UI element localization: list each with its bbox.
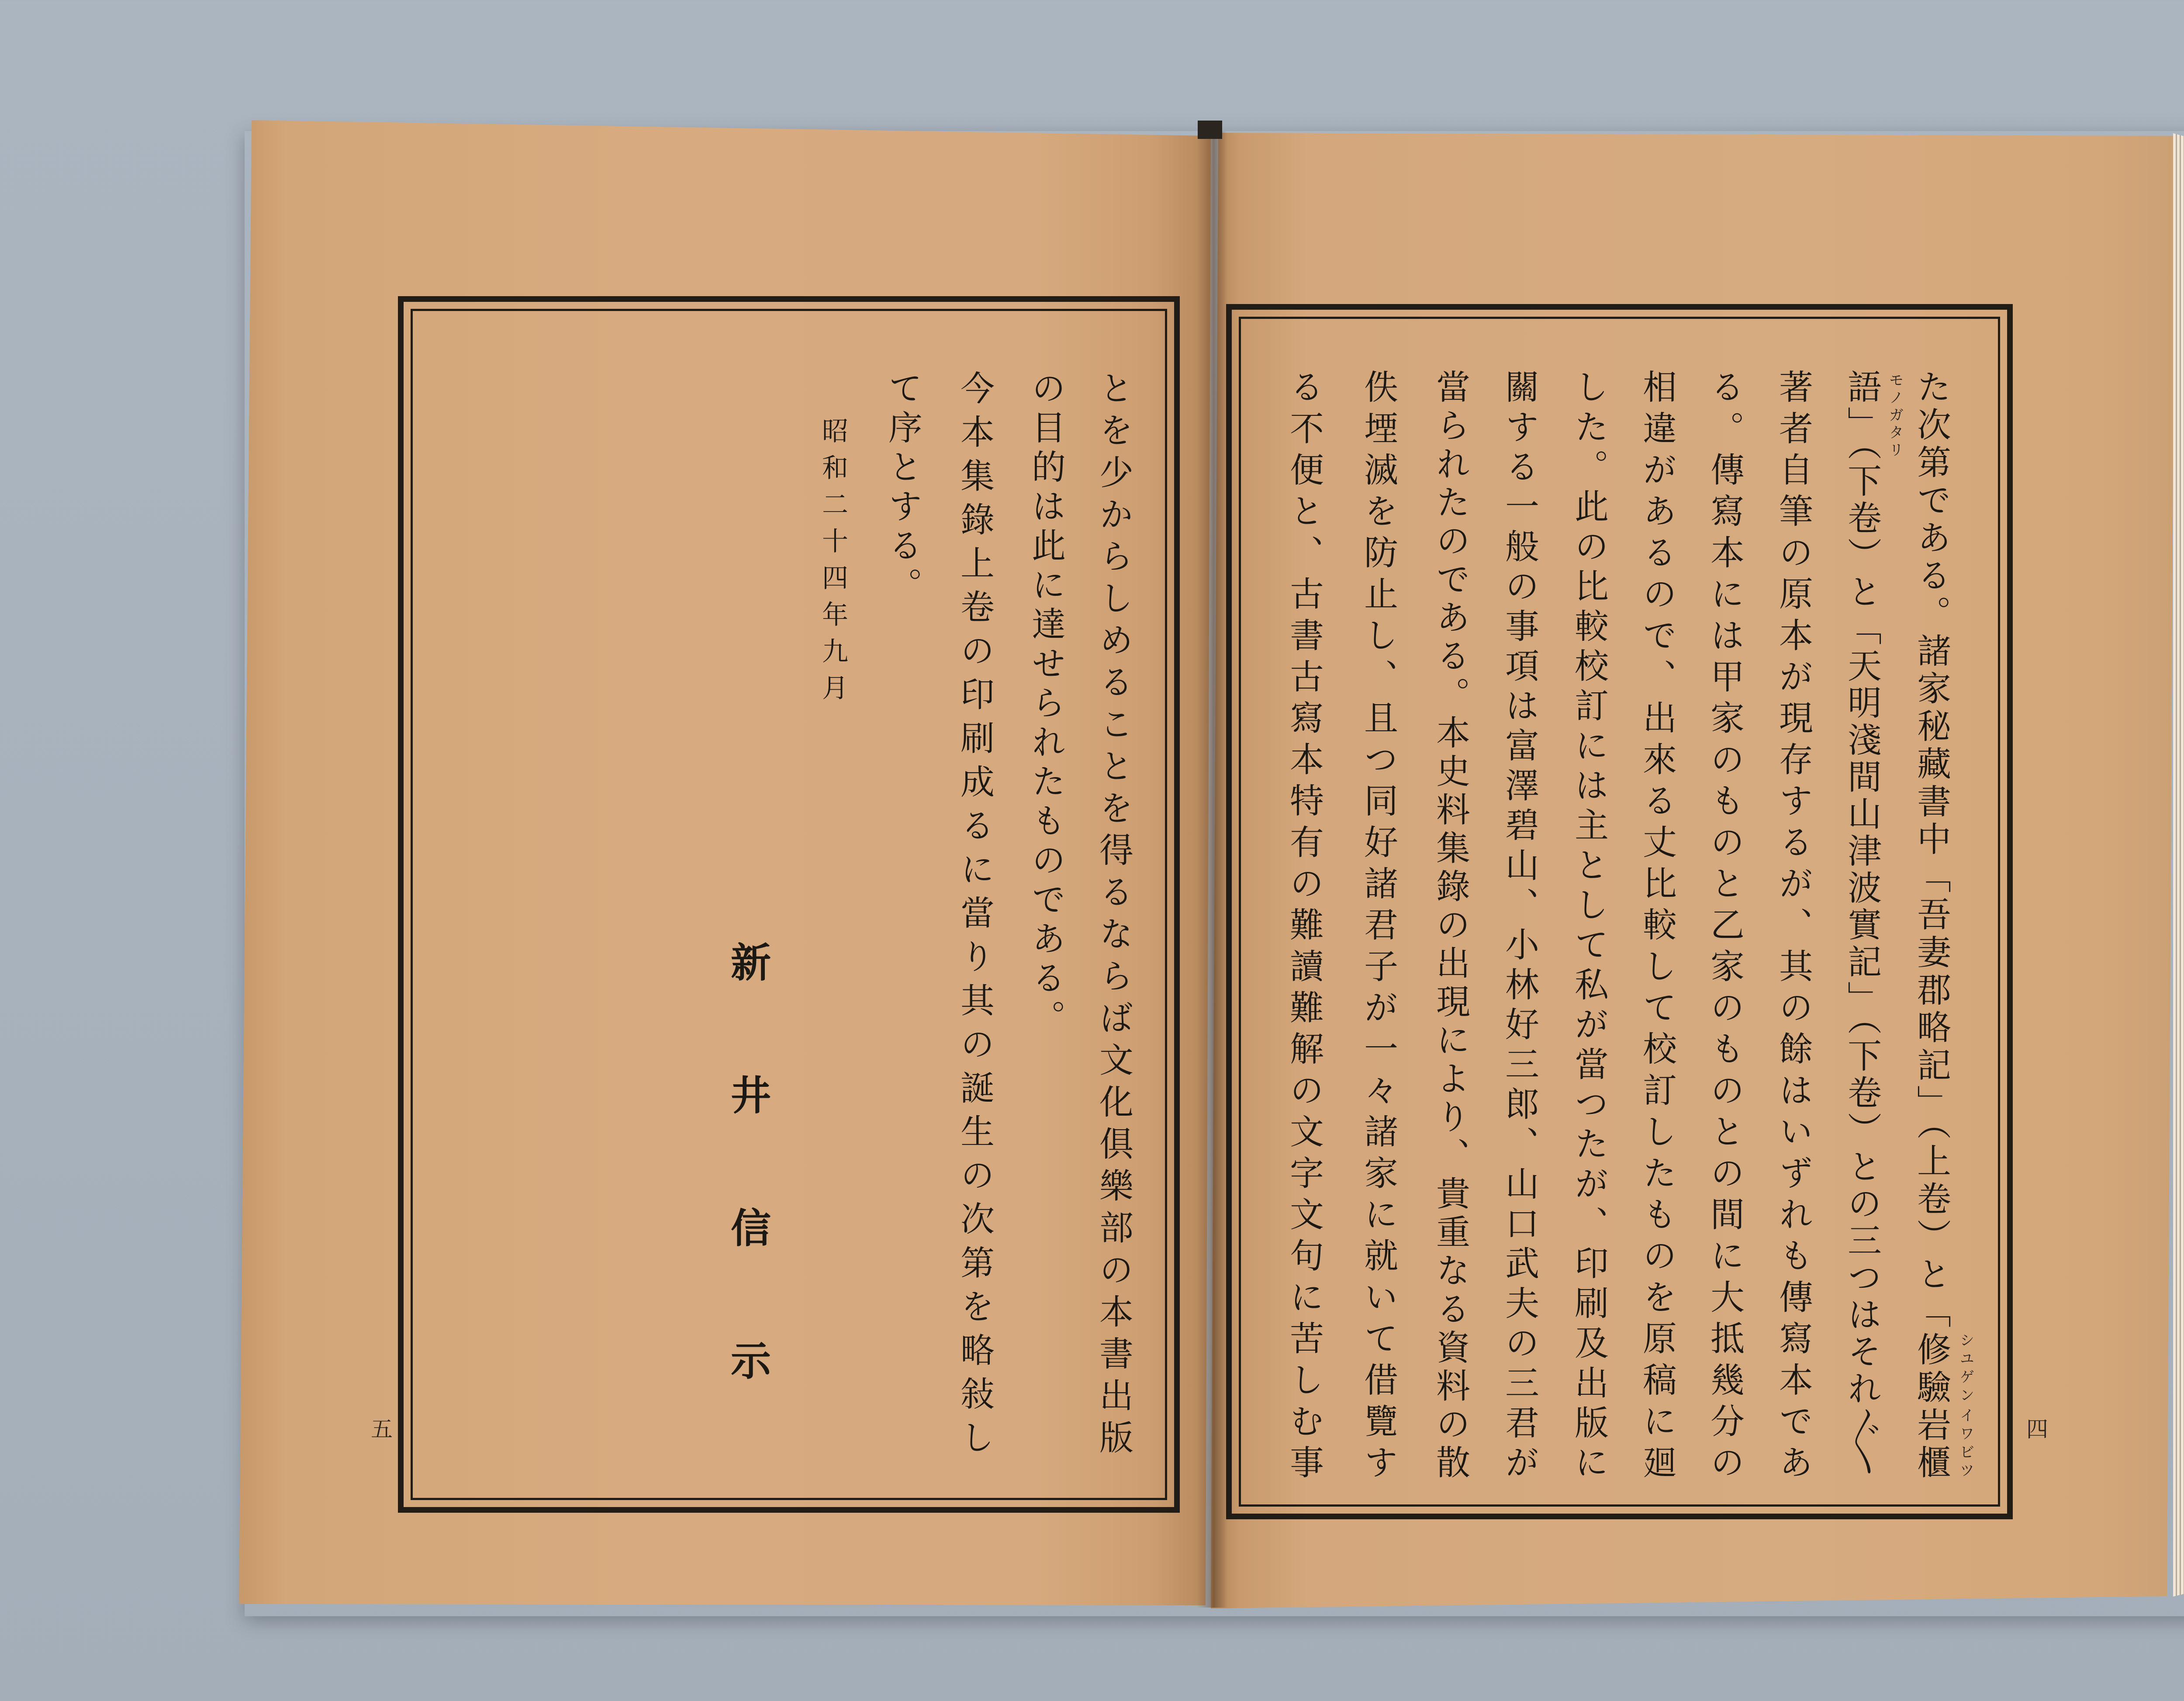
author-signature: 新井信示 (724, 941, 771, 1473)
right-text-column-8: 當られたのである。本史料集錄の出現により、貴重なる資料の散 (1431, 369, 1470, 1479)
right-text-column-5: 相違があるので、出來る丈比較して校訂したものを原稿に廻 (1637, 369, 1676, 1479)
right-text-column-1: た次第である。諸家秘藏書中「吾妻郡略記」（上卷）と「修驗岩櫃 (1911, 369, 1951, 1479)
left-text-column-1: とを少からしめることを得るならば文化俱樂部の本書出版 (1094, 370, 1133, 1454)
right-text-column-6: した。此の比較校訂には主として私が當つたが、印刷及出版に (1569, 369, 1608, 1479)
left-text-column-3: 今本集錄上卷の印刷成るに當り其の誕生の次第を略敍し (955, 370, 994, 1454)
page-number-right: 四 (2023, 1418, 2048, 1439)
left-text-column-2: の目的は此に達せられたものである。 (1026, 370, 1065, 1039)
right-page-frame (1226, 304, 2013, 1519)
right-text-column-7: 關する一般の事項は富澤碧山、小林好三郎、山口武夫の三君が (1500, 369, 1539, 1479)
furigana-shugen: シユゲン (1957, 1332, 1974, 1406)
page-number-left: 五 (367, 1418, 393, 1439)
preface-date: 昭和二十四年九月 (818, 417, 848, 711)
furigana-monogatari: モノガタリ (1886, 372, 1904, 460)
furigana-iwabitsu: イワビツ (1957, 1407, 1974, 1481)
right-text-column-4: る。傳寫本には甲家のものと乙家のものとの間に大抵幾分の (1705, 369, 1744, 1479)
left-text-column-4: て序とする。 (883, 370, 922, 606)
right-text-column-10: る不便と、古書古寫本特有の難讀難解の文字文句に苦しむ事 (1284, 369, 1324, 1479)
gutter-shadow (1197, 131, 1227, 1608)
right-text-column-3: 著者自筆の原本が現存するが、其の餘はいずれも傳寫本であ (1773, 369, 1813, 1479)
page-edges (2173, 133, 2184, 1597)
spine (1198, 121, 1222, 139)
right-text-column-9: 佚堙滅を防止し、且つ同好諸君子が一々諸家に就いて借覽す (1358, 369, 1398, 1479)
right-text-column-2: 語」（下卷）と「天明淺間山津波實記」（下卷）との三つはそれ〴〵 (1842, 369, 1881, 1479)
